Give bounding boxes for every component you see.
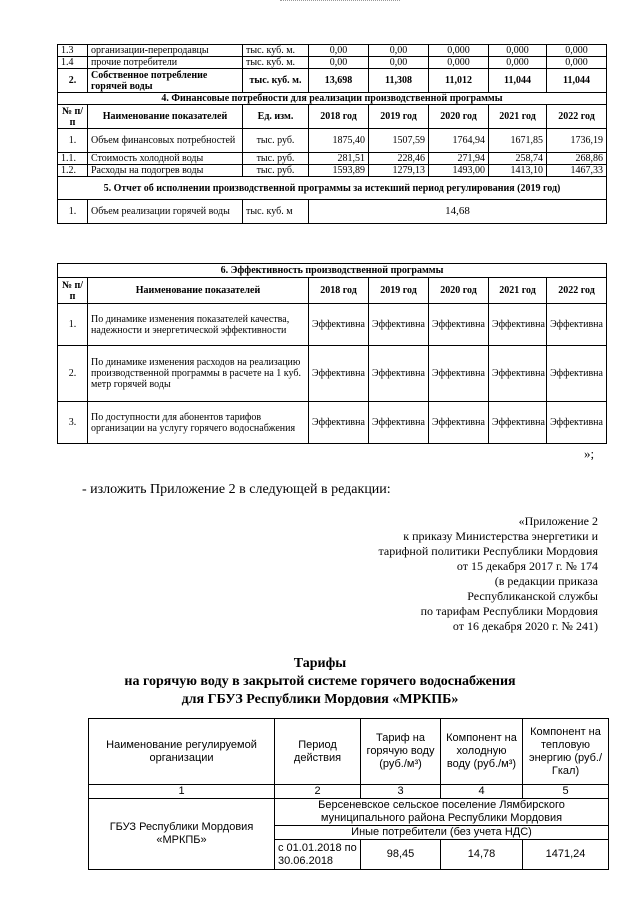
- table-row: 1.1. Стоимость холодной воды тыс. руб. 281,51 228,46 271,94 258,74 268,86: [58, 153, 607, 165]
- table-header: № п/п Наименование показателей 2018 год 2019 год 2020 год 2021 год 2022 год: [58, 278, 607, 304]
- table-header: Наименование регулируемой организации Период действия Тариф на горячую воду (руб./м³) Компонент на холодную воду (руб./м³) Компонент на тепловую энергию (руб./Гкал): [89, 719, 609, 785]
- table-row: Иные потребители (без учета НДС): [89, 826, 609, 840]
- table-row: 1.4 прочие потребители тыс. куб. м. 0,00 0,00 0,000 0,000 0,000: [58, 57, 607, 69]
- page-subtitle-org: для ГБУЗ Республики Мордовия «МРКПБ»: [181, 692, 459, 707]
- table-row: 1. Объем реализации горячей воды тыс. куб. м 14,68: [58, 200, 607, 224]
- table-row: 1.3 организации-перепродавцы тыс. куб. м. 0,00 0,00 0,000 0,000 0,000: [58, 45, 607, 57]
- table-row: 3. По доступности для абонентов тарифов организации на услугу горячего водоснабжения Эффективна Эффективна Эффективна Эффективна Эффективна: [58, 402, 607, 444]
- page-header-marks: [280, 0, 400, 5]
- section-heading: 4. Финансовые потребности для реализации производственной программы: [58, 93, 607, 105]
- efficiency-table: [57, 263, 607, 444]
- tariff-table: [88, 718, 609, 870]
- table-row: с 01.01.2018 по 30.06.2018 98,45 14,78 1471,24: [89, 840, 609, 870]
- table-header: № п/п Наименование показателей Ед. изм. 2018 год 2019 год 2020 год 2021 год 2022 год: [58, 105, 607, 129]
- section-heading: 5. Отчет об исполнении производственной программы за истекший период регулирования (2019 год): [58, 177, 607, 200]
- table-row: 1.2. Расходы на подогрев воды тыс. руб. 1593,89 1279,13 1493,00 1413,10 1467,33: [58, 165, 607, 177]
- section-heading: 6. Эффективность производственной программы: [58, 264, 607, 278]
- table-row: 2. Собственное потребление горячей воды тыс. куб. м. 13,698 11,308 11,012 11,044 11,044: [58, 69, 607, 93]
- appendix-note: «Приложение 2 к приказу Министерства энергетики и тарифной политики Республики Мордовия от 15 декабря 2017 г. № 174 (в редакции приказа Республиканской службы по тарифам Республики Мордовия от 16 декабря 2020 г. № 241): [378, 514, 598, 633]
- instruction-text: - изложить Приложение 2 в следующей в редакции:: [82, 482, 391, 497]
- table-row: 1 2 3 4 5: [89, 785, 609, 799]
- program-table: [57, 44, 607, 224]
- table-row: ГБУЗ Республики Мордовия «МРКПБ» Берсеневское сельское поселение Лямбирского муниципального района Республики Мордовия: [89, 799, 609, 826]
- table-row: 1. Объем финансовых потребностей тыс. руб. 1875,40 1507,59 1764,94 1671,85 1736,19: [58, 129, 607, 153]
- table-row: 2. По динамике изменения расходов на реализацию производственной программы в расчете на 1 куб. метр горячей воды Эффективна Эффективна Эффективна Эффективна Эффективна: [58, 346, 607, 402]
- table-row: 1. По динамике изменения показателей качества, надежности и энергетической эффективности Эффективна Эффективна Эффективна Эффективна Эффективна: [58, 304, 607, 346]
- page-subtitle: на горячую воду в закрытой системе горячего водоснабжения: [124, 674, 516, 689]
- page-title: Тарифы: [293, 656, 347, 671]
- closing-quote: »;: [584, 446, 595, 461]
